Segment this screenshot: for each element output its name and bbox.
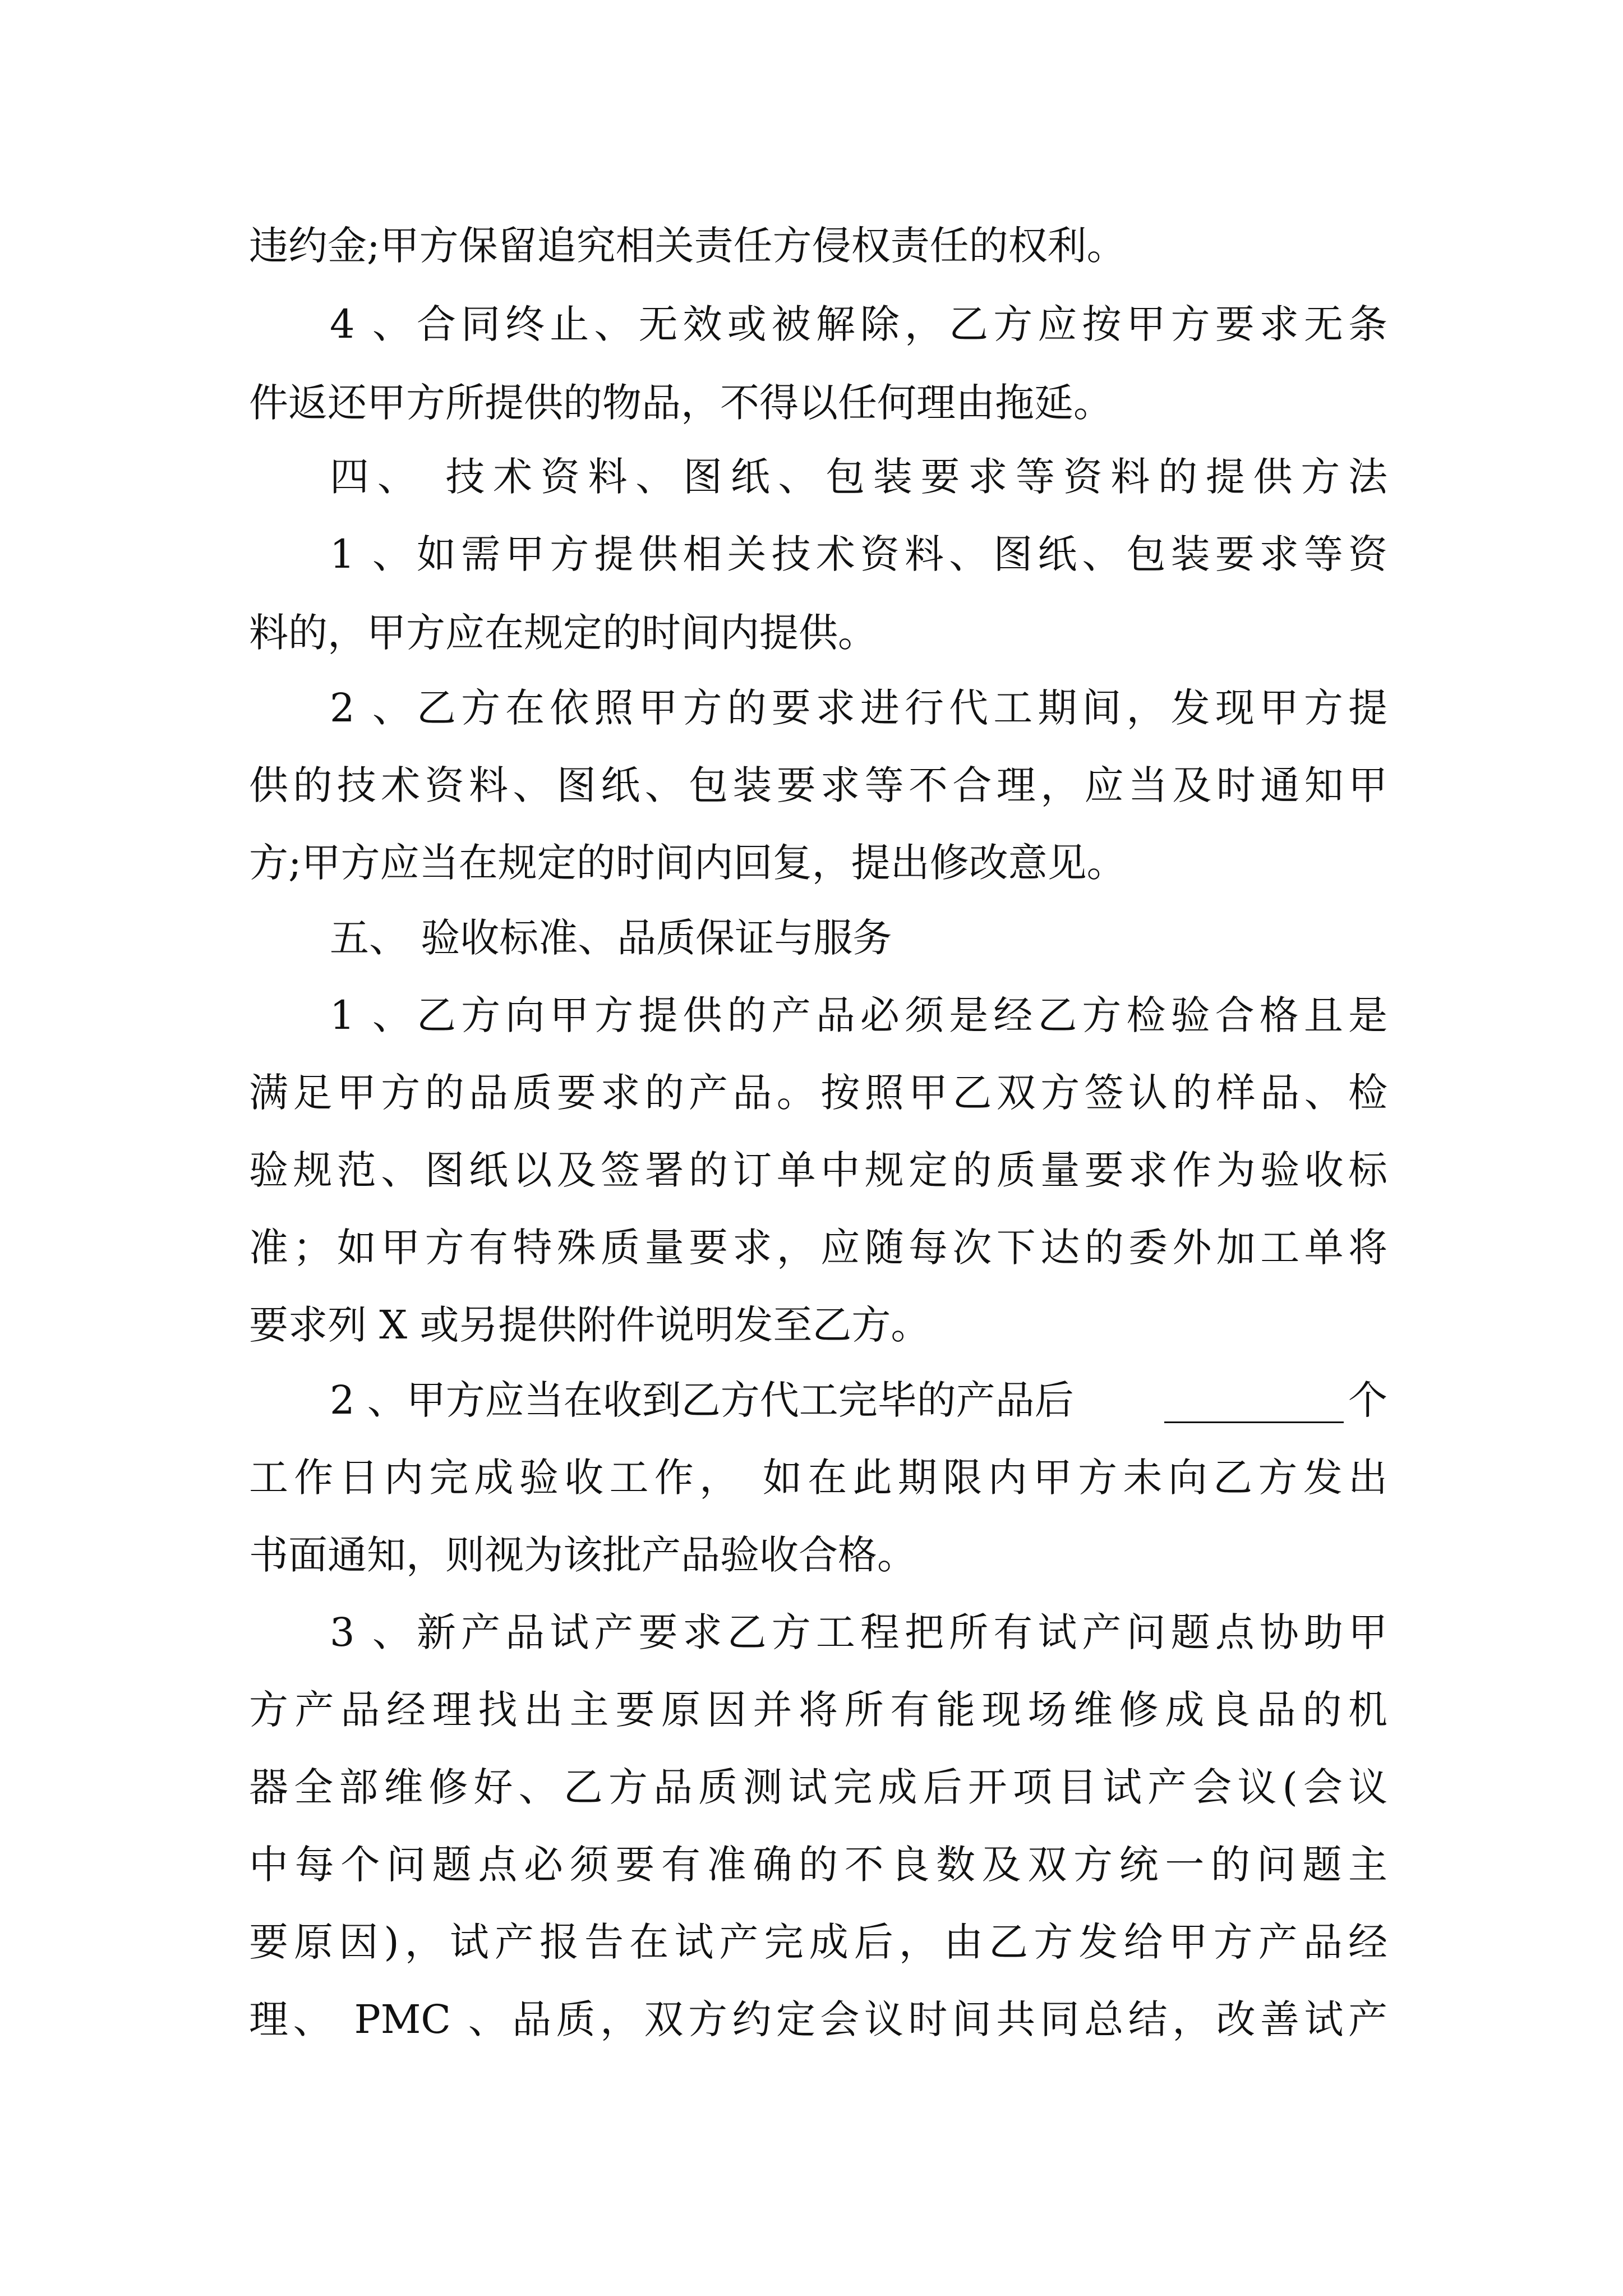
text-line-23: 要原因)，试产报告在试产完成后，由乙方发给甲方产品经 bbox=[249, 1919, 1387, 1965]
text-line-18: 书面通知，则视为该批产品验收合格。 bbox=[249, 1532, 916, 1578]
text-line-13: 验规范、图纸以及签署的订单中规定的质量要求作为验收标 bbox=[249, 1147, 1387, 1193]
text-line-3: 件返还甲方所提供的物品，不得以任何理由拖延。 bbox=[249, 380, 1113, 426]
text-line-14: 准；如甲方有特殊质量要求，应随每次下达的委外加工单将 bbox=[249, 1225, 1387, 1271]
text-line-22: 中每个问题点必须要有准确的不良数及双方统一的问题主 bbox=[249, 1842, 1387, 1888]
blank-field bbox=[1164, 1388, 1344, 1423]
text-line-16-tail: 个 bbox=[1348, 1377, 1387, 1423]
text-line-1: 违约金;甲方保留追究相关责任方侵权责任的权利。 bbox=[249, 223, 1126, 269]
text-line-11: 1 、乙方向甲方提供的产品必须是经乙方检验合格且是 bbox=[330, 992, 1387, 1038]
text-line-19: 3 、新产品试产要求乙方工程把所有试产问题点协助甲 bbox=[330, 1609, 1387, 1655]
text-line-12: 满足甲方的品质要求的产品。按照甲乙双方签认的样品、检 bbox=[249, 1070, 1387, 1116]
text-line-17: 工作日内完成验收工作， 如在此期限内甲方未向乙方发出 bbox=[249, 1455, 1387, 1501]
section-heading-4: 四、 技术资料、图纸、包装要求等资料的提供方法 bbox=[330, 454, 1387, 500]
text-line-5: 1 、如需甲方提供相关技术资料、图纸、包装要求等资 bbox=[330, 531, 1387, 577]
text-line-24: 理、 PMC 、品质，双方约定会议时间共同总结，改善试产 bbox=[249, 1996, 1387, 2042]
text-line-7: 2 、乙方在依照甲方的要求进行代工期间，发现甲方提 bbox=[330, 685, 1387, 731]
text-line-21: 器全部维修好、乙方品质测试完成后开项目试产会议(会议 bbox=[249, 1764, 1387, 1810]
text-line-20: 方产品经理找出主要原因并将所有能现场维修成良品的机 bbox=[249, 1687, 1387, 1733]
section-heading-5: 五、 验收标准、品质保证与服务 bbox=[330, 915, 892, 961]
text-line-6: 料的，甲方应在规定的时间内提供。 bbox=[249, 610, 877, 656]
text-line-16: 2 、甲方应当在收到乙方代工完毕的产品后 bbox=[330, 1377, 1074, 1423]
text-line-8: 供的技术资料、图纸、包装要求等不合理，应当及时通知甲 bbox=[249, 762, 1387, 808]
text-line-15: 要求列 X 或另提供附件说明发至乙方。 bbox=[249, 1302, 930, 1348]
text-line-9: 方;甲方应当在规定的时间内回复，提出修改意见。 bbox=[249, 840, 1126, 886]
text-line-2: 4 、合同终止、无效或被解除，乙方应按甲方要求无条 bbox=[330, 301, 1387, 347]
